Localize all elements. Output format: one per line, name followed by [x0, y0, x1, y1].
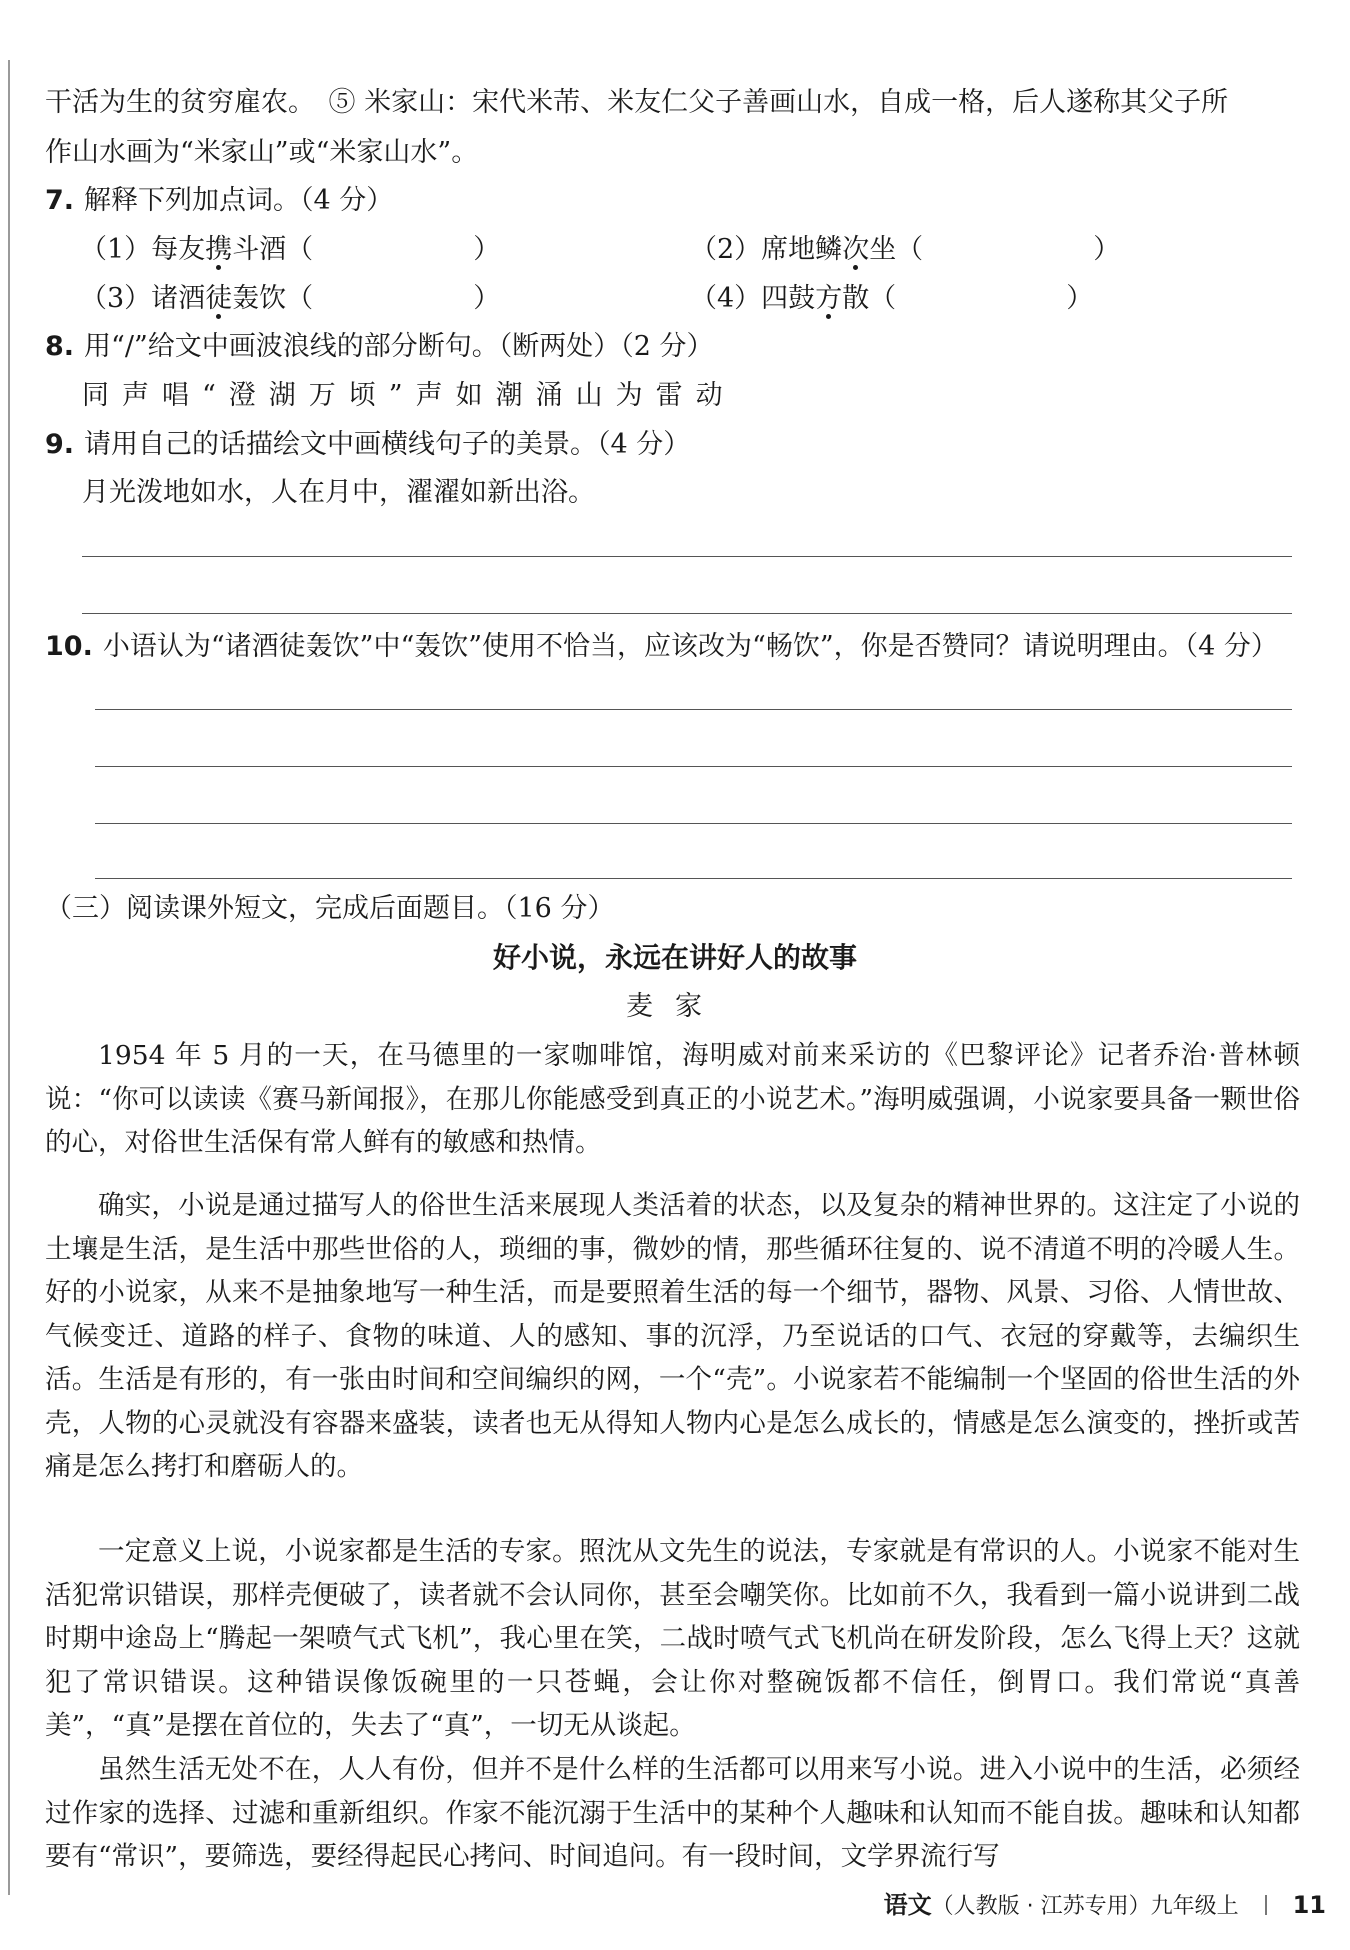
- q7-item-2-dotted-word: 次: [842, 234, 870, 265]
- question-10: [45, 630, 1300, 664]
- question-7-text: 解释下列加点词。（4 分）: [84, 185, 394, 216]
- page-footer: [884, 1890, 1326, 1922]
- question-10-number: 10.: [45, 631, 93, 662]
- note-line-2: 作山水画为“米家山”或“米家山水”。: [45, 137, 479, 168]
- answer-line[interactable]: [82, 556, 1292, 557]
- q7-item-1-post: 斗酒（: [232, 234, 314, 265]
- q7-item-3-post: 轰饮（: [232, 283, 314, 314]
- q7-item-1-dotted-word: 携: [205, 234, 233, 265]
- question-8: [45, 330, 1300, 364]
- page-number: 11: [1292, 1891, 1326, 1919]
- answer-line[interactable]: [95, 709, 1292, 710]
- q7-item-4-dotted-word: 方: [815, 283, 843, 314]
- question-9: [45, 428, 1300, 462]
- article-paragraph-4: 虽然生活无处不在，人人有份，但并不是什么样的生活都可以用来写小说。进入小说中的生活，必须经过作家的选择、过滤和重新组织。作家不能沉溺于生活中的某种个人趣味和认知而不能自拔。趣味和认知都要有“常识”，要筛选，要经得起民心拷问、时间追问。有一段时间，文学界流行写: [45, 1754, 1300, 1872]
- note-line-1: 干活为生的贫穷雇农。 ⑤ 米家山：宋代米芾、米友仁父子善画山水，自成一格，后人遂称其父子所: [45, 87, 1229, 118]
- q7-item-3-dotted-word: 徒: [205, 283, 233, 314]
- article-paragraph-2: 确实，小说是通过描写人的俗世生活来展现人类活着的状态，以及复杂的精神世界的。这注定了小说的土壤是生活，是生活中那些世俗的人，琐细的事，微妙的情，那些循环往复的、说不清道不明的冷暖人生。好的小说家，从来不是抽象地写一种生活，而是要照着生活的每一个细节，器物、风景、习俗、人情世故、气候变迁、道路的样子、食物的味道、人的感知、事的沉浮，乃至说话的口气、衣冠的穿戴等，去编织生活。生活是有形的，有一张由时间和空间编织的网，一个“壳”。小说家若不能编制一个坚固的俗世生活的外壳，人物的心灵就没有容器来盛装，读者也无从得知人物内心是怎么成长的，情感是怎么演变的，挫折或苦痛是怎么拷打和磨砺人的。: [45, 1190, 1300, 1482]
- q7-item-4-pre: （4）四鼓: [690, 283, 816, 314]
- q7-item-2-post: 坐（: [869, 234, 924, 265]
- q7-item-3: [80, 282, 500, 316]
- question-9-text: 请用自己的话描绘文中画横线句子的美景。（4 分）: [84, 429, 691, 460]
- question-9-number: 9.: [45, 429, 75, 460]
- q7-item-2: [690, 233, 1120, 267]
- answer-line[interactable]: [82, 613, 1292, 614]
- question-9-sentence: 月光泼地如水，人在月中，濯濯如新出浴。: [82, 477, 595, 508]
- question-8-number: 8.: [45, 331, 75, 362]
- footer-separator: [1265, 1895, 1267, 1915]
- q7-item-3-close: ）: [473, 283, 501, 314]
- question-8-sentence: 同声唱“澄湖万顷”声如潮涌山为雷动: [82, 380, 736, 411]
- footer-subject: 语文: [883, 1891, 932, 1919]
- article-paragraph-1: 1954 年 5 月的一天，在马德里的一家咖啡馆，海明威对前来采访的《巴黎评论》记者乔治·普林顿说：“你可以读读《赛马新闻报》，在那儿你能感受到真正的小说艺术。”海明威强调，小说家要具备一颗世俗的心，对俗世生活保有常人鲜有的敏感和热情。: [45, 1040, 1300, 1158]
- q7-item-4-post: 散（: [842, 283, 897, 314]
- q7-item-4-close: ）: [1066, 283, 1094, 314]
- answer-line[interactable]: [95, 766, 1292, 767]
- q7-item-4: [690, 282, 1093, 316]
- q7-item-1: [80, 233, 500, 267]
- margin-line: [8, 60, 10, 1895]
- q7-item-2-close: ）: [1093, 234, 1121, 265]
- q7-item-1-pre: （1）每友: [80, 234, 206, 265]
- article-author: 麦家: [626, 991, 724, 1022]
- question-7: [45, 184, 1300, 218]
- answer-line[interactable]: [95, 878, 1292, 879]
- answer-line[interactable]: [95, 823, 1292, 824]
- footer-edition: （人教版 · 江苏专用）九年级上: [931, 1894, 1239, 1919]
- question-8-text: 用“/”给文中画波浪线的部分断句。（断两处）（2 分）: [84, 331, 714, 362]
- article-title: 好小说，永远在讲好人的故事: [492, 941, 857, 974]
- q7-item-1-close: ）: [473, 234, 501, 265]
- q7-item-2-pre: （2）席地鳞: [690, 234, 843, 265]
- q7-item-3-pre: （3）诸酒: [80, 283, 206, 314]
- question-7-number: 7.: [45, 185, 75, 216]
- section-3-heading: （三）阅读课外短文，完成后面题目。（16 分）: [45, 893, 615, 924]
- article-paragraph-3: 一定意义上说，小说家都是生活的专家。照沈从文先生的说法，专家就是有常识的人。小说家不能对生活犯常识错误，那样壳便破了，读者就不会认同你，甚至会嘲笑你。比如前不久，我看到一篇小说讲到二战时期中途岛上“腾起一架喷气式飞机”，我心里在笑，二战时喷气式飞机尚在研发阶段，怎么飞得上天？这就犯了常识错误。这种错误像饭碗里的一只苍蝇，会让你对整碗饭都不信任，倒胃口。我们常说“真善美”，“真”是摆在首位的，失去了“真”，一切无从谈起。: [45, 1536, 1300, 1741]
- question-10-text: 小语认为“诸酒徒轰饮”中“轰饮”使用不恰当，应该改为“畅饮”，你是否赞同？请说明理由。（4 分）: [102, 631, 1278, 662]
